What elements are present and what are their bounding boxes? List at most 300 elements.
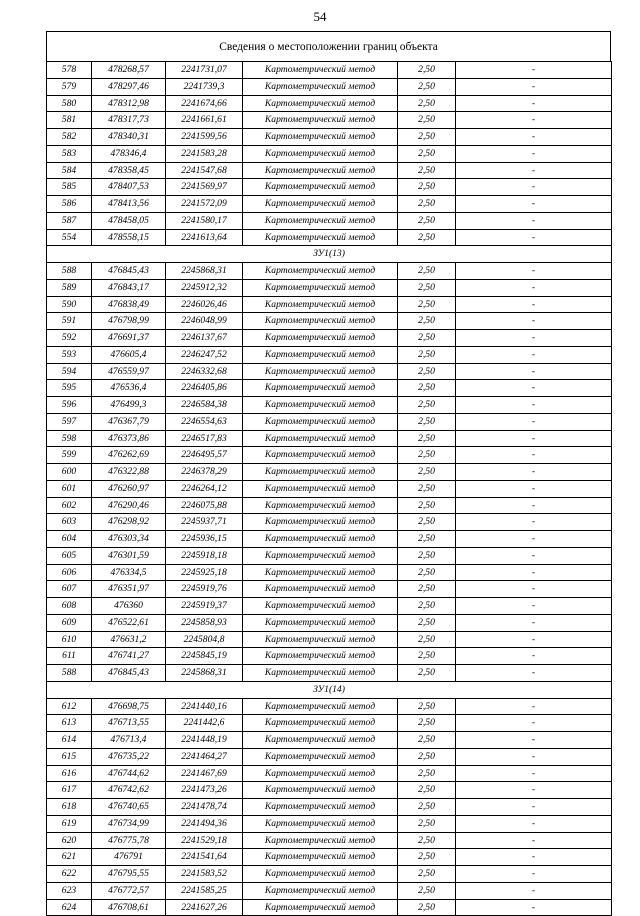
note-cell: - — [456, 882, 612, 899]
point-number-cell: 554 — [47, 229, 92, 246]
method-cell: Картометрический метод — [243, 212, 398, 229]
method-cell: Картометрический метод — [243, 631, 398, 648]
x-coordinate-cell: 476367,79 — [92, 413, 166, 430]
y-coordinate-cell: 2246517,83 — [166, 430, 243, 447]
accuracy-cell: 2,50 — [398, 581, 456, 598]
y-coordinate-cell: 2241583,52 — [166, 866, 243, 883]
point-number-cell: 587 — [47, 212, 92, 229]
point-number-cell: 597 — [47, 413, 92, 430]
table-heading: Сведения о местоположении границ объекта — [219, 40, 438, 53]
y-coordinate-cell: 2246584,38 — [166, 397, 243, 414]
table-row — [47, 95, 612, 112]
y-coordinate-cell: 2241580,17 — [166, 212, 243, 229]
method-cell: Картометрический метод — [243, 330, 398, 347]
table-row — [47, 832, 612, 849]
point-number-cell: 613 — [47, 715, 92, 732]
coordinates-table-body — [47, 62, 612, 916]
y-coordinate-cell: 2246026,46 — [166, 296, 243, 313]
point-number-cell: 612 — [47, 698, 92, 715]
method-cell: Картометрический метод — [243, 346, 398, 363]
point-number-cell: 592 — [47, 330, 92, 347]
method-cell: Картометрический метод — [243, 78, 398, 95]
x-coordinate-cell: 478346,4 — [92, 145, 166, 162]
x-coordinate-cell: 476740,65 — [92, 799, 166, 816]
method-cell: Картометрический метод — [243, 229, 398, 246]
x-coordinate-cell: 476351,97 — [92, 581, 166, 598]
table-row — [47, 531, 612, 548]
note-cell: - — [456, 447, 612, 464]
y-coordinate-cell: 2245936,15 — [166, 531, 243, 548]
method-cell: Картометрический метод — [243, 313, 398, 330]
x-coordinate-cell: 476775,78 — [92, 832, 166, 849]
point-number-cell: 595 — [47, 380, 92, 397]
method-cell: Картометрический метод — [243, 698, 398, 715]
accuracy-cell: 2,50 — [398, 346, 456, 363]
method-cell: Картометрический метод — [243, 598, 398, 615]
x-coordinate-cell: 476742,62 — [92, 782, 166, 799]
accuracy-cell: 2,50 — [398, 899, 456, 916]
table-row — [47, 363, 612, 380]
y-coordinate-cell: 2241442,6 — [166, 715, 243, 732]
accuracy-cell: 2,50 — [398, 832, 456, 849]
y-coordinate-cell: 2241572,09 — [166, 196, 243, 213]
table-row — [47, 715, 612, 732]
y-coordinate-cell: 2241613,64 — [166, 229, 243, 246]
accuracy-cell: 2,50 — [398, 78, 456, 95]
x-coordinate-cell: 476845,43 — [92, 263, 166, 280]
y-coordinate-cell: 2241599,56 — [166, 129, 243, 146]
x-coordinate-cell: 476360 — [92, 598, 166, 615]
table-row — [47, 899, 612, 916]
note-cell: - — [456, 413, 612, 430]
y-coordinate-cell: 2246137,67 — [166, 330, 243, 347]
point-number-cell: 579 — [47, 78, 92, 95]
note-cell: - — [456, 614, 612, 631]
method-cell: Картометрический метод — [243, 547, 398, 564]
y-coordinate-cell: 2246264,12 — [166, 480, 243, 497]
x-coordinate-cell: 476290,46 — [92, 497, 166, 514]
x-coordinate-cell: 478312,98 — [92, 95, 166, 112]
x-coordinate-cell: 476303,34 — [92, 531, 166, 548]
y-coordinate-cell: 2246405,86 — [166, 380, 243, 397]
y-coordinate-cell: 2241529,18 — [166, 832, 243, 849]
x-coordinate-cell: 476631,2 — [92, 631, 166, 648]
table-row — [47, 62, 612, 79]
y-coordinate-cell: 2241731,07 — [166, 62, 243, 79]
point-number-cell: 602 — [47, 497, 92, 514]
y-coordinate-cell: 2246378,29 — [166, 464, 243, 481]
point-number-cell: 622 — [47, 866, 92, 883]
accuracy-cell: 2,50 — [398, 648, 456, 665]
y-coordinate-cell: 2241467,69 — [166, 765, 243, 782]
y-coordinate-cell: 2241627,26 — [166, 899, 243, 916]
point-number-cell: 616 — [47, 765, 92, 782]
note-cell: - — [456, 279, 612, 296]
accuracy-cell: 2,50 — [398, 782, 456, 799]
note-cell: - — [456, 380, 612, 397]
accuracy-cell: 2,50 — [398, 95, 456, 112]
section-row — [47, 681, 612, 698]
x-coordinate-cell: 476260,97 — [92, 480, 166, 497]
method-cell: Картометрический метод — [243, 397, 398, 414]
note-cell: - — [456, 698, 612, 715]
table-row — [47, 346, 612, 363]
accuracy-cell: 2,50 — [398, 882, 456, 899]
table-row — [47, 698, 612, 715]
x-coordinate-cell: 476334,5 — [92, 564, 166, 581]
x-coordinate-cell: 476741,27 — [92, 648, 166, 665]
y-coordinate-cell: 2241464,27 — [166, 748, 243, 765]
x-coordinate-cell: 476262,69 — [92, 447, 166, 464]
method-cell: Картометрический метод — [243, 145, 398, 162]
accuracy-cell: 2,50 — [398, 296, 456, 313]
table-row — [47, 229, 612, 246]
point-number-cell: 610 — [47, 631, 92, 648]
accuracy-cell: 2,50 — [398, 614, 456, 631]
point-number-cell: 623 — [47, 882, 92, 899]
table-row — [47, 514, 612, 531]
note-cell: - — [456, 799, 612, 816]
point-number-cell: 608 — [47, 598, 92, 615]
table-row — [47, 145, 612, 162]
table-row — [47, 430, 612, 447]
method-cell: Картометрический метод — [243, 296, 398, 313]
x-coordinate-cell: 476499,3 — [92, 397, 166, 414]
note-cell: - — [456, 196, 612, 213]
accuracy-cell: 2,50 — [398, 715, 456, 732]
accuracy-cell: 2,50 — [398, 162, 456, 179]
accuracy-cell: 2,50 — [398, 547, 456, 564]
method-cell: Картометрический метод — [243, 849, 398, 866]
point-number-cell: 617 — [47, 782, 92, 799]
y-coordinate-cell: 2241473,26 — [166, 782, 243, 799]
accuracy-cell: 2,50 — [398, 698, 456, 715]
accuracy-cell: 2,50 — [398, 212, 456, 229]
table-row — [47, 547, 612, 564]
y-coordinate-cell: 2245858,93 — [166, 614, 243, 631]
table-row — [47, 313, 612, 330]
table-row — [47, 799, 612, 816]
method-cell: Картометрический метод — [243, 263, 398, 280]
note-cell: - — [456, 665, 612, 682]
point-number-cell: 581 — [47, 112, 92, 129]
point-number-cell: 588 — [47, 263, 92, 280]
method-cell: Картометрический метод — [243, 732, 398, 749]
note-cell: - — [456, 263, 612, 280]
table-heading-cell — [46, 31, 611, 61]
accuracy-cell: 2,50 — [398, 531, 456, 548]
note-cell: - — [456, 748, 612, 765]
note-cell: - — [456, 162, 612, 179]
y-coordinate-cell: 2241494,36 — [166, 815, 243, 832]
accuracy-cell: 2,50 — [398, 514, 456, 531]
accuracy-cell: 2,50 — [398, 279, 456, 296]
method-cell: Картометрический метод — [243, 95, 398, 112]
x-coordinate-cell: 476735,22 — [92, 748, 166, 765]
note-cell: - — [456, 464, 612, 481]
note-cell: - — [456, 514, 612, 531]
method-cell: Картометрический метод — [243, 581, 398, 598]
accuracy-cell: 2,50 — [398, 732, 456, 749]
x-coordinate-cell: 476798,99 — [92, 313, 166, 330]
x-coordinate-cell: 478458,05 — [92, 212, 166, 229]
method-cell: Картометрический метод — [243, 531, 398, 548]
point-number-cell: 580 — [47, 95, 92, 112]
y-coordinate-cell: 2241661,61 — [166, 112, 243, 129]
method-cell: Картометрический метод — [243, 196, 398, 213]
table-row — [47, 179, 612, 196]
table-row — [47, 380, 612, 397]
x-coordinate-cell: 476772,57 — [92, 882, 166, 899]
y-coordinate-cell: 2245919,37 — [166, 598, 243, 615]
note-cell: - — [456, 363, 612, 380]
table-row — [47, 765, 612, 782]
table-row — [47, 129, 612, 146]
point-number-cell: 590 — [47, 296, 92, 313]
accuracy-cell: 2,50 — [398, 665, 456, 682]
method-cell: Картометрический метод — [243, 380, 398, 397]
y-coordinate-cell: 2241440,16 — [166, 698, 243, 715]
method-cell: Картометрический метод — [243, 799, 398, 816]
accuracy-cell: 2,50 — [398, 363, 456, 380]
accuracy-cell: 2,50 — [398, 397, 456, 414]
table-row — [47, 464, 612, 481]
accuracy-cell: 2,50 — [398, 799, 456, 816]
page-number: 54 — [313, 9, 327, 24]
x-coordinate-cell: 478558,15 — [92, 229, 166, 246]
y-coordinate-cell: 2245804,8 — [166, 631, 243, 648]
method-cell: Картометрический метод — [243, 782, 398, 799]
note-cell: - — [456, 715, 612, 732]
section-label: ЗУ1(13) — [47, 246, 612, 263]
table-row — [47, 196, 612, 213]
note-cell: - — [456, 732, 612, 749]
y-coordinate-cell: 2241569,97 — [166, 179, 243, 196]
x-coordinate-cell: 476838,49 — [92, 296, 166, 313]
x-coordinate-cell: 476698,75 — [92, 698, 166, 715]
point-number-cell: 589 — [47, 279, 92, 296]
note-cell: - — [456, 765, 612, 782]
point-number-cell: 618 — [47, 799, 92, 816]
y-coordinate-cell: 2246495,57 — [166, 447, 243, 464]
method-cell: Картометрический метод — [243, 413, 398, 430]
accuracy-cell: 2,50 — [398, 849, 456, 866]
note-cell: - — [456, 815, 612, 832]
point-number-cell: 599 — [47, 447, 92, 464]
accuracy-cell: 2,50 — [398, 229, 456, 246]
accuracy-cell: 2,50 — [398, 447, 456, 464]
y-coordinate-cell: 2245845,19 — [166, 648, 243, 665]
note-cell: - — [456, 832, 612, 849]
accuracy-cell: 2,50 — [398, 631, 456, 648]
x-coordinate-cell: 478297,46 — [92, 78, 166, 95]
method-cell: Картометрический метод — [243, 899, 398, 916]
note-cell: - — [456, 212, 612, 229]
note-cell: - — [456, 430, 612, 447]
y-coordinate-cell: 2246247,52 — [166, 346, 243, 363]
method-cell: Картометрический метод — [243, 882, 398, 899]
note-cell: - — [456, 145, 612, 162]
x-coordinate-cell: 478340,31 — [92, 129, 166, 146]
table-row — [47, 732, 612, 749]
table-row — [47, 78, 612, 95]
point-number-cell: 594 — [47, 363, 92, 380]
x-coordinate-cell: 476843,17 — [92, 279, 166, 296]
accuracy-cell: 2,50 — [398, 430, 456, 447]
y-coordinate-cell: 2245937,71 — [166, 514, 243, 531]
x-coordinate-cell: 476559,97 — [92, 363, 166, 380]
accuracy-cell: 2,50 — [398, 196, 456, 213]
note-cell: - — [456, 631, 612, 648]
point-number-cell: 584 — [47, 162, 92, 179]
note-cell: - — [456, 480, 612, 497]
x-coordinate-cell: 476536,4 — [92, 380, 166, 397]
y-coordinate-cell: 2241739,3 — [166, 78, 243, 95]
accuracy-cell: 2,50 — [398, 866, 456, 883]
method-cell: Картометрический метод — [243, 614, 398, 631]
point-number-cell: 606 — [47, 564, 92, 581]
point-number-cell: 601 — [47, 480, 92, 497]
table-row — [47, 614, 612, 631]
y-coordinate-cell: 2241674,66 — [166, 95, 243, 112]
note-cell: - — [456, 62, 612, 79]
table-row — [47, 782, 612, 799]
point-number-cell: 614 — [47, 732, 92, 749]
note-cell: - — [456, 531, 612, 548]
point-number-cell: 620 — [47, 832, 92, 849]
accuracy-cell: 2,50 — [398, 413, 456, 430]
point-number-cell: 605 — [47, 547, 92, 564]
note-cell: - — [456, 397, 612, 414]
point-number-cell: 603 — [47, 514, 92, 531]
note-cell: - — [456, 346, 612, 363]
point-number-cell: 598 — [47, 430, 92, 447]
accuracy-cell: 2,50 — [398, 497, 456, 514]
point-number-cell: 619 — [47, 815, 92, 832]
x-coordinate-cell: 478413,56 — [92, 196, 166, 213]
table-row — [47, 162, 612, 179]
accuracy-cell: 2,50 — [398, 313, 456, 330]
point-number-cell: 609 — [47, 614, 92, 631]
table-row — [47, 882, 612, 899]
y-coordinate-cell: 2241547,68 — [166, 162, 243, 179]
y-coordinate-cell: 2245919,76 — [166, 581, 243, 598]
method-cell: Картометрический метод — [243, 162, 398, 179]
table-row — [47, 665, 612, 682]
table-row — [47, 648, 612, 665]
x-coordinate-cell: 478317,73 — [92, 112, 166, 129]
x-coordinate-cell: 476734,99 — [92, 815, 166, 832]
method-cell: Картометрический метод — [243, 497, 398, 514]
method-cell: Картометрический метод — [243, 715, 398, 732]
accuracy-cell: 2,50 — [398, 380, 456, 397]
method-cell: Картометрический метод — [243, 363, 398, 380]
note-cell: - — [456, 330, 612, 347]
note-cell: - — [456, 782, 612, 799]
x-coordinate-cell: 476791 — [92, 849, 166, 866]
note-cell: - — [456, 229, 612, 246]
point-number-cell: 624 — [47, 899, 92, 916]
accuracy-cell: 2,50 — [398, 598, 456, 615]
point-number-cell: 621 — [47, 849, 92, 866]
method-cell: Картометрический метод — [243, 866, 398, 883]
x-coordinate-cell: 476713,55 — [92, 715, 166, 732]
method-cell: Картометрический метод — [243, 179, 398, 196]
note-cell: - — [456, 296, 612, 313]
table-row — [47, 279, 612, 296]
note-cell: - — [456, 313, 612, 330]
y-coordinate-cell: 2245868,31 — [166, 263, 243, 280]
x-coordinate-cell: 476845,43 — [92, 665, 166, 682]
x-coordinate-cell: 476522,61 — [92, 614, 166, 631]
method-cell: Картометрический метод — [243, 279, 398, 296]
point-number-cell: 611 — [47, 648, 92, 665]
table-row — [47, 296, 612, 313]
point-number-cell: 600 — [47, 464, 92, 481]
section-row — [47, 246, 612, 263]
method-cell: Картометрический метод — [243, 464, 398, 481]
table-row — [47, 866, 612, 883]
accuracy-cell: 2,50 — [398, 564, 456, 581]
note-cell: - — [456, 564, 612, 581]
point-number-cell: 591 — [47, 313, 92, 330]
y-coordinate-cell: 2245918,18 — [166, 547, 243, 564]
note-cell: - — [456, 547, 612, 564]
accuracy-cell: 2,50 — [398, 815, 456, 832]
table-row — [47, 849, 612, 866]
note-cell: - — [456, 581, 612, 598]
note-cell: - — [456, 497, 612, 514]
x-coordinate-cell: 476795,55 — [92, 866, 166, 883]
x-coordinate-cell: 476691,37 — [92, 330, 166, 347]
x-coordinate-cell: 476301,59 — [92, 547, 166, 564]
y-coordinate-cell: 2241585,25 — [166, 882, 243, 899]
table-row — [47, 748, 612, 765]
point-number-cell: 583 — [47, 145, 92, 162]
method-cell: Картометрический метод — [243, 129, 398, 146]
table-row — [47, 581, 612, 598]
x-coordinate-cell: 476605,4 — [92, 346, 166, 363]
note-cell: - — [456, 112, 612, 129]
method-cell: Картометрический метод — [243, 480, 398, 497]
table-row — [47, 631, 612, 648]
accuracy-cell: 2,50 — [398, 263, 456, 280]
method-cell: Картометрический метод — [243, 665, 398, 682]
point-number-cell: 607 — [47, 581, 92, 598]
table-row — [47, 330, 612, 347]
note-cell: - — [456, 78, 612, 95]
y-coordinate-cell: 2245925,18 — [166, 564, 243, 581]
table-row — [47, 815, 612, 832]
table-row — [47, 480, 612, 497]
x-coordinate-cell: 476744,62 — [92, 765, 166, 782]
method-cell: Картометрический метод — [243, 765, 398, 782]
x-coordinate-cell: 478358,45 — [92, 162, 166, 179]
method-cell: Картометрический метод — [243, 62, 398, 79]
y-coordinate-cell: 2241448,19 — [166, 732, 243, 749]
point-number-cell: 585 — [47, 179, 92, 196]
table-row — [47, 564, 612, 581]
method-cell: Картометрический метод — [243, 815, 398, 832]
method-cell: Картометрический метод — [243, 430, 398, 447]
y-coordinate-cell: 2246332,68 — [166, 363, 243, 380]
table-row — [47, 112, 612, 129]
point-number-cell: 604 — [47, 531, 92, 548]
table-row — [47, 263, 612, 280]
point-number-cell: 578 — [47, 62, 92, 79]
x-coordinate-cell: 476298,92 — [92, 514, 166, 531]
y-coordinate-cell: 2241583,28 — [166, 145, 243, 162]
